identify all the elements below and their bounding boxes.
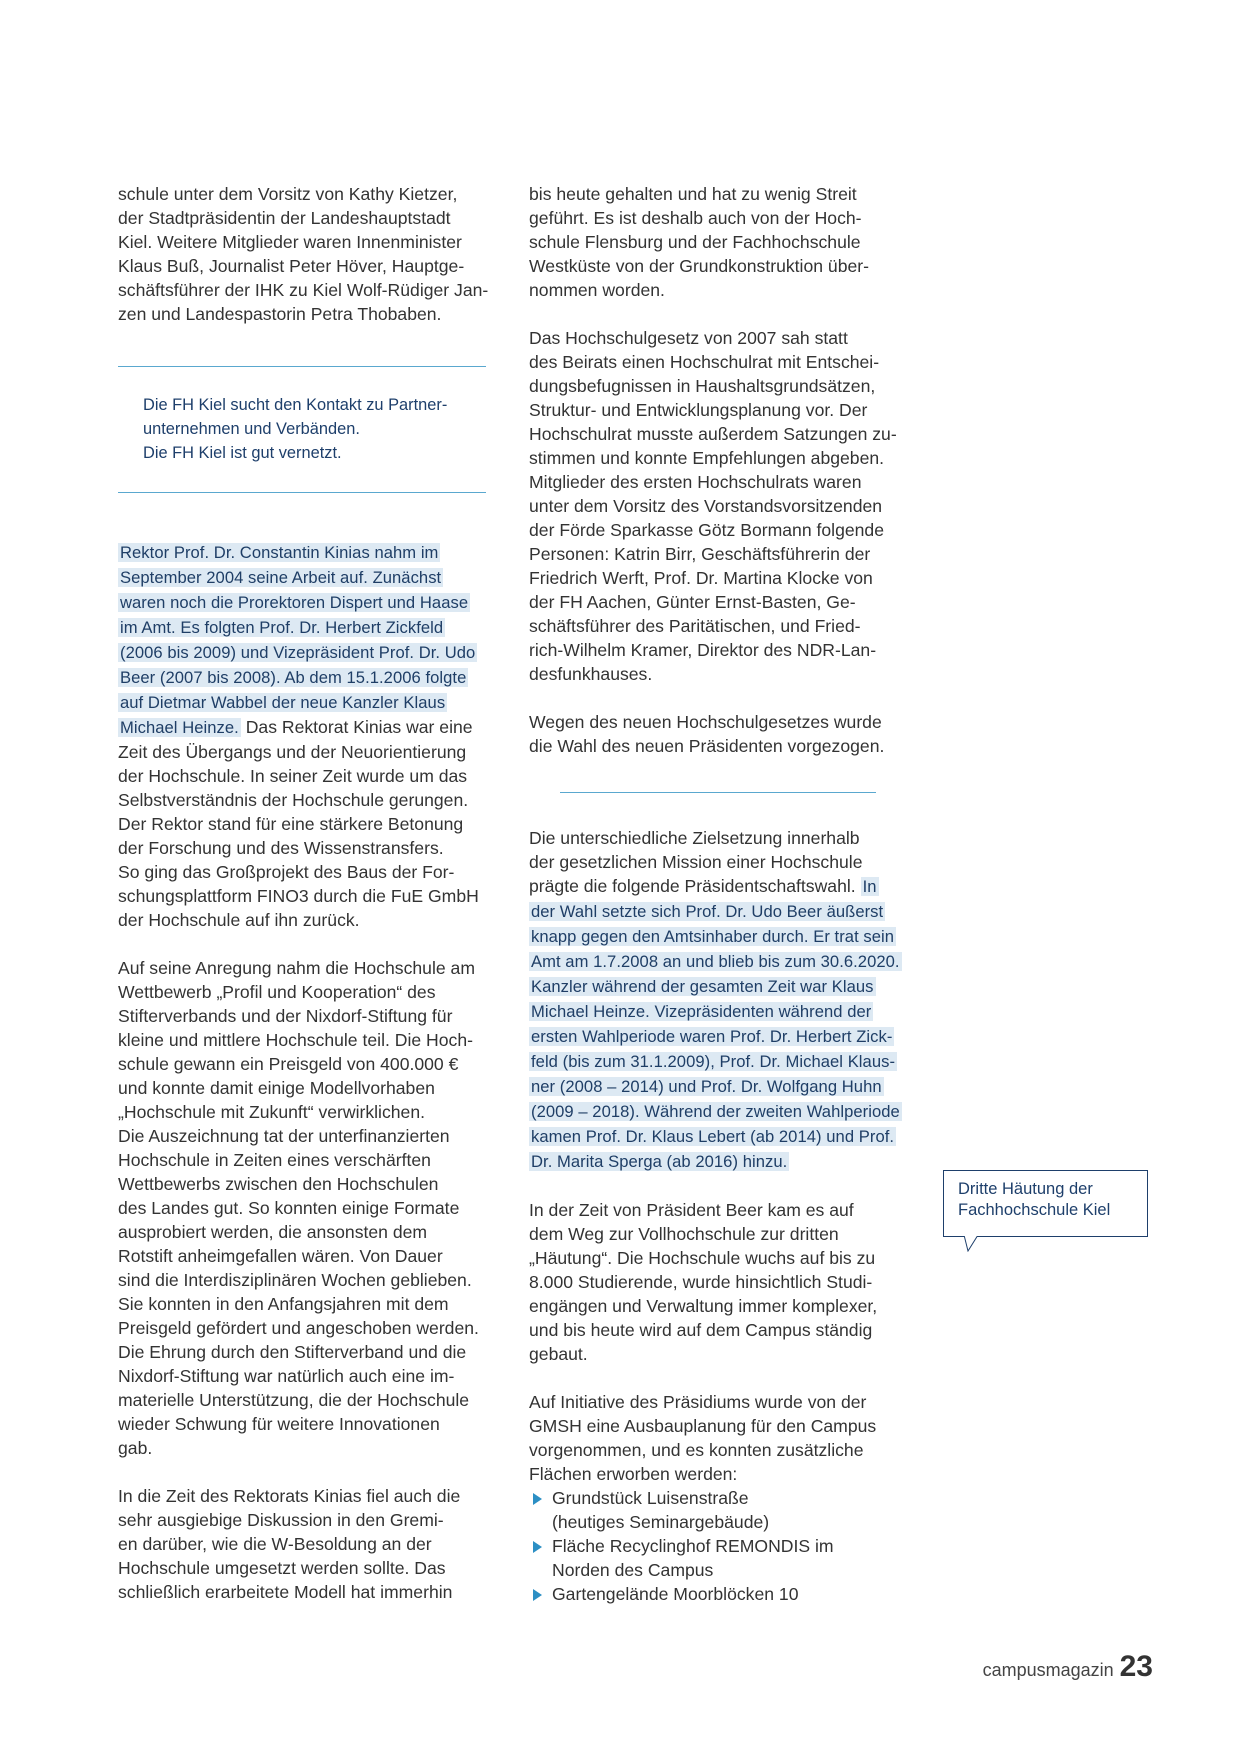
middle-column	[529, 182, 921, 782]
text-line: Westküste von der Grundkonstruktion über-	[529, 256, 869, 276]
highlighted-text: kamen Prof. Dr. Klaus Lebert (ab 2014) und Prof.	[531, 1127, 895, 1146]
intro-paragraph	[118, 182, 512, 326]
continuation-paragraph	[529, 182, 921, 302]
text-line: ausprobiert werden, die ansonsten dem	[118, 1222, 428, 1242]
margin-note-box	[943, 1170, 1148, 1237]
list-item	[529, 1534, 921, 1582]
text-line	[118, 690, 512, 715]
text-line: Preisgeld gefördert und angeschoben werden.	[118, 1318, 479, 1338]
wbesoldung-paragraph	[118, 1484, 512, 1604]
text-line	[529, 1049, 921, 1074]
text-line	[118, 615, 512, 640]
highlighted-text: Kanzler während der gesamten Zeit war Klaus	[531, 977, 874, 996]
text-line: materielle Unterstützung, die der Hochschule	[118, 1390, 470, 1410]
text-line	[118, 665, 512, 690]
highlighted-text: ner (2008 – 2014) und Prof. Dr. Wolfgang Huhn	[531, 1077, 882, 1096]
text-line	[118, 540, 512, 565]
text-line: Flächen erworben werden:	[529, 1464, 738, 1484]
text-line: der Stadtpräsidentin der Landeshauptstadt	[118, 208, 451, 228]
text-line: der Hochschule. In seiner Zeit wurde um das	[118, 766, 468, 786]
text-line	[529, 899, 921, 924]
text-line	[118, 640, 512, 665]
highlighted-text: feld (bis zum 31.1.2009), Prof. Dr. Michael Klaus-	[531, 1052, 896, 1071]
text-line: Fachhochschule Kiel	[958, 1201, 1111, 1219]
text-line: sind die Interdisziplinären Wochen geblieben.	[118, 1270, 472, 1290]
highlighted-text: Dr. Marita Sperga (ab 2016) hinzu.	[531, 1152, 788, 1171]
acquisitions-list	[529, 1486, 921, 1606]
text-line: Das Hochschulgesetz von 2007 sah statt	[529, 328, 848, 348]
highlighted-text: im Amt. Es folgten Prof. Dr. Herbert Zickfeld	[120, 618, 444, 637]
callout-top-rule	[118, 366, 486, 367]
text-line: Wettbewerbs zwischen den Hochschulen	[118, 1174, 439, 1194]
text-line: Friedrich Werft, Prof. Dr. Martina Klocke von	[529, 568, 873, 588]
election-paragraph	[529, 710, 921, 758]
text-line	[529, 1099, 921, 1124]
text-line: des Landes gut. So konnten einige Formate	[118, 1198, 460, 1218]
text-line: Norden des Campus	[552, 1560, 714, 1580]
text-line: So ging das Großprojekt des Baus der For-	[118, 862, 455, 882]
text-line	[529, 1124, 921, 1149]
pull-quote	[143, 393, 473, 465]
highlighted-text: (2009 – 2018). Während der zweiten Wahlperiode	[531, 1102, 900, 1121]
text-line: 8.000 Studierende, wurde hinsichtlich Studi-	[529, 1272, 873, 1292]
text-line: dungsbefugnissen in Haushaltsgrundsätzen,	[529, 376, 876, 396]
presidency-paragraph	[529, 826, 921, 1174]
text-line: Die unterschiedliche Zielsetzung innerhalb	[529, 828, 860, 848]
rector-paragraph	[118, 540, 512, 932]
text-line: In der Zeit von Präsident Beer kam es auf	[529, 1200, 854, 1220]
text-line: Auf seine Anregung nahm die Hochschule am	[118, 958, 475, 978]
text-line: der FH Aachen, Günter Ernst-Basten, Ge-	[529, 592, 856, 612]
text-line	[529, 1074, 921, 1099]
left-column-lower	[118, 540, 512, 1628]
highlighted-text: auf Dietmar Wabbel der neue Kanzler Klaus	[120, 693, 446, 712]
text-line: Der Rektor stand für eine stärkere Betonung	[118, 814, 464, 834]
highlighted-text: waren noch die Prorektoren Dispert und Haase	[120, 593, 469, 612]
text-line: Klaus Buß, Journalist Peter Höver, Hauptge-	[118, 256, 465, 276]
text-line: Hochschulrat musste außerdem Satzungen zu-	[529, 424, 897, 444]
bullet-arrow-icon	[533, 1541, 542, 1553]
text-line: Die Ehrung durch den Stifterverband und die	[118, 1342, 467, 1362]
text-line: Selbstverständnis der Hochschule gerungen.	[118, 790, 469, 810]
text-line: desfunkhauses.	[529, 664, 653, 684]
text-line: „Häutung“. Die Hochschule wuchs auf bis zu	[529, 1248, 876, 1268]
text-line	[118, 590, 512, 615]
text-line	[118, 715, 512, 740]
text-line: Wegen des neuen Hochschulgesetzes wurde	[529, 712, 882, 732]
text-line: Die FH Kiel ist gut vernetzt.	[143, 444, 342, 462]
text-line: und konnte damit einige Modellvorhaben	[118, 1078, 435, 1098]
text-line: gab.	[118, 1438, 153, 1458]
plain-text: Das Rektorat Kinias war eine	[240, 717, 473, 737]
text-line: geführt. Es ist deshalb auch von der Hoch-	[529, 208, 862, 228]
beer-era-paragraph	[529, 1198, 921, 1366]
text-line: Nixdorf-Stiftung war natürlich auch eine im-	[118, 1366, 455, 1386]
text-line: zen und Landespastorin Petra Thobaben.	[118, 304, 442, 324]
margin-note-text	[958, 1179, 1133, 1221]
text-line: schließlich erarbeitete Modell hat immerhin	[118, 1582, 453, 1602]
text-line: GMSH eine Ausbauplanung für den Campus	[529, 1416, 877, 1436]
text-line: en darüber, wie die W-Besoldung an der	[118, 1534, 432, 1554]
callout-bottom-rule	[118, 492, 486, 493]
text-line	[529, 1024, 921, 1049]
middle-column-lower	[529, 826, 921, 1606]
highlighted-text: Beer (2007 bis 2008). Ab dem 15.1.2006 folgte	[120, 668, 467, 687]
text-line: Gartengelände Moorblöcken 10	[552, 1584, 799, 1604]
speech-tail-icon	[964, 1236, 980, 1252]
text-line: Struktur- und Entwicklungsplanung vor. Der	[529, 400, 868, 420]
text-line: vorgenommen, und es konnten zusätzliche	[529, 1440, 864, 1460]
text-line: Personen: Katrin Birr, Geschäftsführerin der	[529, 544, 871, 564]
text-line	[529, 1149, 921, 1174]
law-paragraph	[529, 326, 921, 686]
text-line: schule Flensburg und der Fachhochschule	[529, 232, 861, 252]
text-line: unter dem Vorsitz des Vorstandsvorsitzenden	[529, 496, 883, 516]
text-line: des Beirats einen Hochschulrat mit Entschei-	[529, 352, 880, 372]
text-line: der Förde Sparkasse Götz Bormann folgende	[529, 520, 885, 540]
text-line: rich-Wilhelm Kramer, Direktor des NDR-Lan-	[529, 640, 877, 660]
text-line	[529, 874, 921, 899]
text-line: Zeit des Übergangs und der Neuorientierung	[118, 742, 467, 762]
text-line: Sie konnten in den Anfangsjahren mit dem	[118, 1294, 449, 1314]
page-footer	[983, 1650, 1153, 1684]
text-line: der Forschung und des Wissenstransfers.	[118, 838, 444, 858]
text-line: dem Weg zur Vollhochschule zur dritten	[529, 1224, 839, 1244]
text-line: Dritte Häutung der	[958, 1180, 1093, 1198]
text-line	[529, 949, 921, 974]
text-line: und bis heute wird auf dem Campus ständig	[529, 1320, 873, 1340]
list-item	[529, 1486, 921, 1534]
bullet-arrow-icon	[533, 1589, 542, 1601]
text-line	[529, 974, 921, 999]
text-line: nommen worden.	[529, 280, 665, 300]
highlighted-text: Michael Heinze.	[120, 718, 239, 737]
section-divider	[560, 792, 876, 793]
highlighted-text: (2006 bis 2009) und Vizepräsident Prof. Dr. Udo	[120, 643, 476, 662]
text-line: kleine und mittlere Hochschule teil. Die Hoch-	[118, 1030, 473, 1050]
highlighted-text: Amt am 1.7.2008 an und blieb bis zum 30.6.2020.	[531, 952, 900, 971]
text-line: Wettbewerb „Profil und Kooperation“ des	[118, 982, 436, 1002]
plain-text: prägte die folgende Präsidentschaftswahl.	[529, 876, 861, 896]
text-line: schule gewann ein Preisgeld von 400.000 €	[118, 1054, 459, 1074]
magazine-name: campusmagazin	[982, 1660, 1114, 1680]
text-line: In die Zeit des Rektorats Kinias fiel auch die	[118, 1486, 461, 1506]
text-line: Mitglieder des ersten Hochschulrats waren	[529, 472, 862, 492]
text-line: Hochschule in Zeiten eines verschärften	[118, 1150, 431, 1170]
highlighted-text: In	[862, 877, 877, 896]
bullet-arrow-icon	[533, 1493, 542, 1505]
initiative-paragraph	[529, 1390, 921, 1486]
text-line	[118, 565, 512, 590]
text-line: der gesetzlichen Mission einer Hochschule	[529, 852, 863, 872]
text-line: der Hochschule auf ihn zurück.	[118, 910, 360, 930]
page-number: 23	[1119, 1650, 1153, 1683]
text-line: bis heute gehalten und hat zu wenig Streit	[529, 184, 857, 204]
text-line: Kiel. Weitere Mitglieder waren Innenminister	[118, 232, 462, 252]
text-line: „Hochschule mit Zukunft“ verwirklichen.	[118, 1102, 426, 1122]
text-line: schungsplattform FINO3 durch die FuE GmbH	[118, 886, 479, 906]
text-line: schule unter dem Vorsitz von Kathy Kietzer,	[118, 184, 458, 204]
text-line: Stifterverbands und der Nixdorf-Stiftung für	[118, 1006, 453, 1026]
text-line: Fläche Recyclinghof REMONDIS im	[552, 1536, 834, 1556]
text-line: sehr ausgiebige Diskussion in den Gremi-	[118, 1510, 444, 1530]
text-line: (heutiges Seminargebäude)	[552, 1512, 770, 1532]
text-line: Auf Initiative des Präsidiums wurde von der	[529, 1392, 867, 1412]
text-line: die Wahl des neuen Präsidenten vorgezogen.	[529, 736, 885, 756]
left-column	[118, 182, 512, 350]
highlighted-text: Rektor Prof. Dr. Constantin Kinias nahm im	[120, 543, 439, 562]
text-line: Hochschule umgesetzt werden sollte. Das	[118, 1558, 446, 1578]
text-line: stimmen und konnte Empfehlungen abgeben.	[529, 448, 885, 468]
text-line	[529, 924, 921, 949]
text-line: unternehmen und Verbänden.	[143, 420, 360, 438]
text-line: Die FH Kiel sucht den Kontakt zu Partner-	[143, 396, 448, 414]
text-line: Grundstück Luisenstraße	[552, 1488, 749, 1508]
text-line: wieder Schwung für weitere Innovationen	[118, 1414, 440, 1434]
text-line: schäftsführer der IHK zu Kiel Wolf-Rüdiger Jan-	[118, 280, 489, 300]
highlighted-text: September 2004 seine Arbeit auf. Zunächst	[120, 568, 442, 587]
award-paragraph	[118, 956, 512, 1460]
text-line: schäftsführer des Paritätischen, und Fried-	[529, 616, 861, 636]
list-item	[529, 1582, 921, 1606]
text-line: Rotstift anheimgefallen wären. Von Dauer	[118, 1246, 443, 1266]
highlighted-text: knapp gegen den Amtsinhaber durch. Er trat sein	[531, 927, 895, 946]
highlighted-text: ersten Wahlperiode waren Prof. Dr. Herbert Zick-	[531, 1027, 893, 1046]
highlighted-text: Michael Heinze. Vizepräsidenten während der	[531, 1002, 872, 1021]
highlighted-text: der Wahl setzte sich Prof. Dr. Udo Beer äußerst	[531, 902, 884, 921]
text-line: gebaut.	[529, 1344, 588, 1364]
text-line	[529, 999, 921, 1024]
text-line: Die Auszeichnung tat der unterfinanzierten	[118, 1126, 450, 1146]
text-line: engängen und Verwaltung immer komplexer,	[529, 1296, 878, 1316]
